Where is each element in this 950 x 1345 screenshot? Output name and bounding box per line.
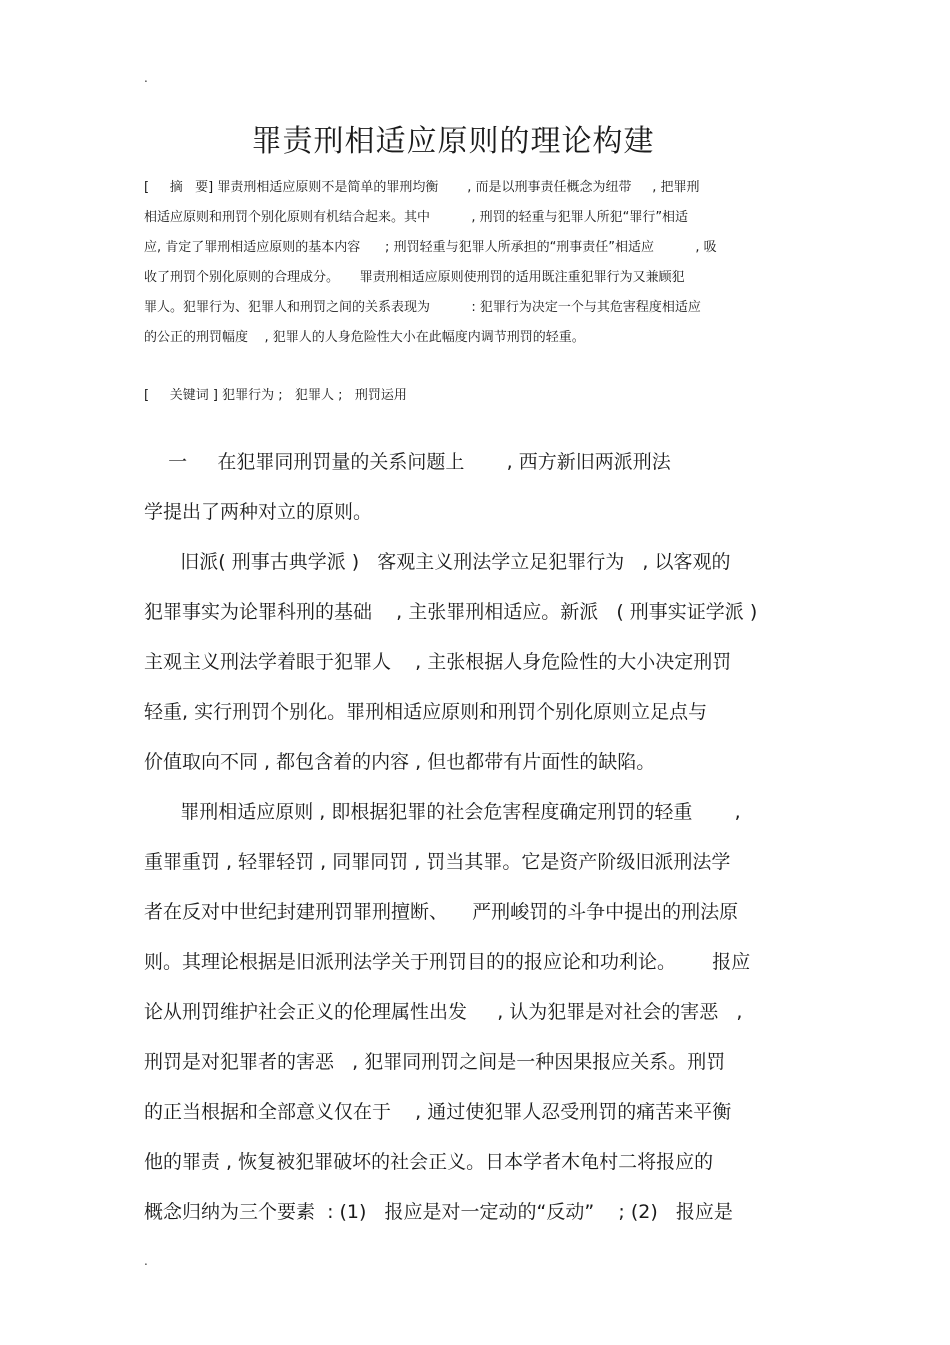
- keywords-line: [ 关键词 ] 犯罪行为 ; 犯罪人 ; 刑罚运用: [144, 388, 407, 403]
- page-top-mark: .: [144, 71, 148, 85]
- body-line: 轻重, 实行刑罚个别化。罪刑相适应原则和刑罚个别化原则立足点与: [144, 701, 708, 723]
- abstract-line: [ 摘 要] 罪责刑相适应原则不是简单的罪刑均衡 , 而是以刑事责任概念为纽带 , 把罪刑: [144, 180, 700, 195]
- abstract-line: 相适应原则和刑罚个别化原则有机结合起来。其中 , 刑罚的轻重与犯罪人所犯“罪行”相适: [144, 210, 689, 225]
- document-title: 罪责刑相适应原则的理论构建: [251, 124, 655, 159]
- body-line: 主观主义刑法学着眼于犯罪人 , 主张根据人身危险性的大小决定刑罚: [144, 651, 732, 673]
- body-line: 他的罪责 , 恢复被犯罪破坏的社会正义。日本学者木龟村二将报应的: [144, 1151, 714, 1173]
- body-line: 则。其理论根据是旧派刑法学关于刑罚目的的报应论和功利论。 报应: [144, 951, 751, 973]
- body-line: 的正当根据和全部意义仅在于 , 通过使犯罪人忍受刑罚的痛苦来平衡: [144, 1101, 732, 1123]
- abstract-line: 罪人。犯罪行为、犯罪人和刑罚之间的关系表现为 : 犯罪行为决定一个与其危害程度相适应: [144, 300, 701, 315]
- body-line: 犯罪事实为论罪科刑的基础 , 主张罪刑相适应。新派 ( 刑事实证学派 ): [144, 601, 758, 623]
- body-line: 旧派( 刑事古典学派 ) 客观主义刑法学立足犯罪行为 , 以客观的: [144, 551, 731, 573]
- body-line: 一 在犯罪同刑罚量的关系问题上 , 西方新旧两派刑法: [144, 451, 671, 473]
- body-line: 刑罚是对犯罪者的害恶 , 犯罪同刑罚之间是一种因果报应关系。刑罚: [144, 1051, 726, 1073]
- abstract-line: 应, 肯定了罪刑相适应原则的基本内容 ; 刑罚轻重与犯罪人所承担的“刑事责任”相适应 , 吸: [144, 240, 717, 255]
- body-line: 重罪重罚 , 轻罪轻罚 , 同罪同罚 , 罚当其罪。它是资产阶级旧派刑法学: [144, 851, 731, 873]
- body-text: [144, 444, 814, 1244]
- body-line: 罪刑相适应原则 , 即根据犯罪的社会危害程度确定刑罚的轻重 ,: [144, 801, 741, 823]
- body-line: 学提出了两种对立的原则。: [144, 501, 373, 523]
- body-line: 者在反对中世纪封建刑罚罪刑擅断、 严刑峻罚的斗争中提出的刑法原: [144, 901, 739, 923]
- abstract-line: 的公正的刑罚幅度 , 犯罪人的人身危险性大小在此幅度内调节刑罚的轻重。: [144, 330, 585, 345]
- abstract-line: 收了刑罚个别化原则的合理成分。 罪责刑相适应原则使刑罚的适用既注重犯罪行为又兼顾犯: [144, 270, 685, 285]
- page-bottom-mark: .: [144, 1254, 148, 1268]
- body-line: 概念归纳为三个要素 : (1) 报应是对一定动的“反动” ; (2) 报应是: [144, 1201, 733, 1223]
- body-line: 价值取向不同 , 都包含着的内容 , 但也都带有片面性的缺陷。: [144, 751, 656, 773]
- abstract-block: [144, 173, 814, 353]
- body-line: 论从刑罚维护社会正义的伦理属性出发 , 认为犯罪是对社会的害恶 ,: [144, 1001, 743, 1023]
